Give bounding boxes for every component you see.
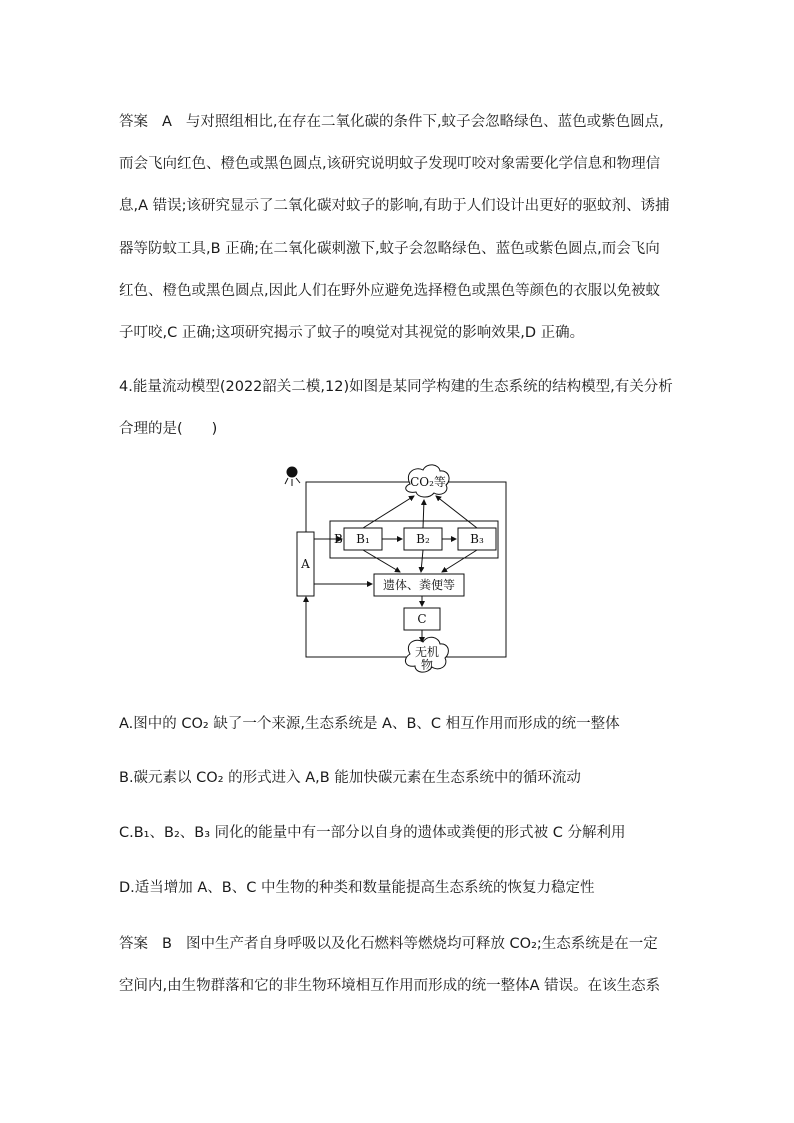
outer-line-top-left: [306, 482, 417, 532]
sun-icon: [285, 467, 300, 487]
option-d: D.适当增加 A、B、C 中生物的种类和数量能提高生态系统的恢复力稳定性: [119, 880, 595, 896]
answer-1-line-3: 息,A 错误;该研究显示了二氧化碳对蚊子的影响,有助于人们设计出更好的驱蚊剂、诱捕: [119, 198, 670, 214]
answer-label: 答案: [119, 936, 148, 952]
box-b1-label: B₁: [356, 532, 370, 546]
answer-2-line-1: [119, 932, 658, 953]
box-a-label: A: [301, 557, 310, 571]
outer-line-bottom-left: [306, 597, 412, 657]
answer-1-line-1: [119, 110, 664, 131]
answer-1-line-4: 器等防蚊工具,B 正确;在二氧化碳刺激下,蚊子会忽略绿色、蓝色或紫色圆点,而会飞向: [119, 241, 660, 257]
box-c-label: C: [417, 612, 427, 626]
option-a: A.图中的 CO₂ 缺了一个来源,生态系统是 A、B、C 相互作用而形成的统一整体: [119, 716, 620, 732]
answer-1-line-6: 子叮咬,C 正确;这项研究揭示了蚊子的嗅觉对其视觉的影响效果,D 正确。: [119, 325, 585, 341]
ecosystem-structure-diagram: [282, 462, 512, 682]
answer-2-line-2: 空间内,由生物群落和它的非生物环境相互作用而形成的统一整体A 错误。在该生态系: [119, 978, 661, 994]
answer-1-line-5: 红色、橙色或黑色圆点,因此人们在野外应避免选择橙色或黑色等颜色的衣服以免被蚊: [119, 283, 661, 299]
answer-text: 图中生产者自身呼吸以及化石燃料等燃烧均可释放 CO₂;生态系统是在一定: [185, 936, 658, 952]
inorganic-cloud: [405, 637, 448, 672]
option-b: B.碳元素以 CO₂ 的形式进入 A,B 能加快碳元素在生态系统中的循环流动: [119, 770, 581, 786]
option-c: C.B₁、B₂、B₃ 同化的能量中有一部分以自身的遗体或粪便的形式被 C 分解利用: [119, 825, 626, 841]
inorganic-label-1: 无机: [414, 645, 440, 659]
remains-label: 遗体、粪便等: [382, 578, 456, 592]
group-b-label: B: [334, 532, 343, 546]
co2-label: CO₂等: [410, 475, 446, 489]
question-4-stem-cont: 合理的是( ): [119, 421, 218, 437]
answer-letter: B: [162, 936, 172, 952]
outer-line-right: [444, 482, 506, 657]
box-b3-label: B₃: [470, 532, 484, 546]
answer-label: 答案: [119, 114, 148, 130]
box-b2-label: B₂: [416, 532, 430, 546]
question-4-stem: 4.能量流动模型(2022韶关二模,12)如图是某同学构建的生态系统的结构模型,有关分析: [119, 379, 673, 395]
answer-letter: A: [162, 114, 172, 130]
answer-text: 与对照组相比,在存在二氧化碳的条件下,蚊子会忽略绿色、蓝色或紫色圆点,: [185, 114, 664, 130]
inorganic-label-2: 物: [420, 658, 434, 672]
answer-1-line-2: 而会飞向红色、橙色或黑色圆点,该研究说明蚊子发现叮咬对象需要化学信息和物理信: [119, 156, 661, 172]
co2-cloud: [406, 465, 449, 497]
